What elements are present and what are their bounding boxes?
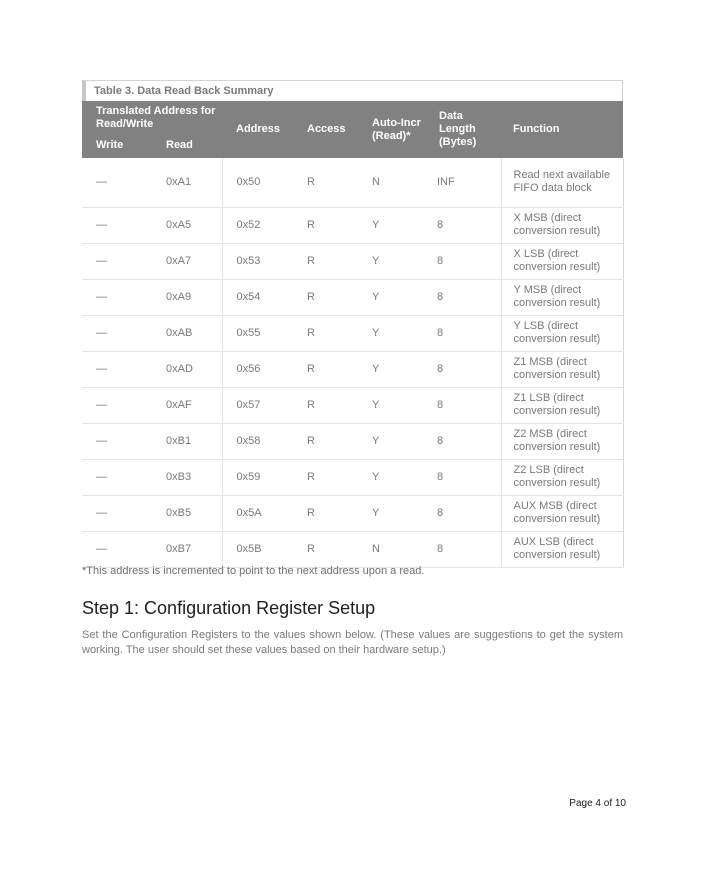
cell-write: — xyxy=(82,351,152,387)
header-translated-address: Translated Address for Read/Write xyxy=(82,101,222,137)
cell-auto-incr: Y xyxy=(358,279,425,315)
section-heading: Step 1: Configuration Register Setup xyxy=(82,598,376,618)
cell-access: R xyxy=(293,387,358,423)
cell-address: 0x55 xyxy=(222,315,293,351)
cell-address: 0x5B xyxy=(222,531,293,567)
table-row xyxy=(82,423,623,459)
cell-address: 0x54 xyxy=(222,279,293,315)
cell-data-length: 8 xyxy=(425,423,501,459)
cell-access: R xyxy=(293,423,358,459)
cell-read: 0xA5 xyxy=(152,207,222,243)
cell-read: 0xA1 xyxy=(152,158,222,207)
cell-data-length: 8 xyxy=(425,315,501,351)
table-caption: Table 3. Data Read Back Summary xyxy=(82,80,623,101)
table-row xyxy=(82,459,623,495)
page-number: Page 4 of 10 xyxy=(569,798,626,809)
cell-address: 0x58 xyxy=(222,423,293,459)
cell-address: 0x59 xyxy=(222,459,293,495)
cell-write: — xyxy=(82,459,152,495)
header-address: Address xyxy=(222,101,293,158)
cell-read: 0xB5 xyxy=(152,495,222,531)
cell-function: Y MSB (direct conversion result) xyxy=(501,279,623,315)
header-function: Function xyxy=(501,101,623,158)
cell-write: — xyxy=(82,315,152,351)
cell-auto-incr: Y xyxy=(358,495,425,531)
cell-data-length: 8 xyxy=(425,279,501,315)
cell-address: 0x50 xyxy=(222,158,293,207)
cell-write: — xyxy=(82,495,152,531)
table-row xyxy=(82,315,623,351)
cell-data-length: 8 xyxy=(425,531,501,567)
cell-write: — xyxy=(82,243,152,279)
cell-data-length: 8 xyxy=(425,207,501,243)
cell-data-length: 8 xyxy=(425,387,501,423)
cell-access: R xyxy=(293,158,358,207)
table-row xyxy=(82,207,623,243)
cell-access: R xyxy=(293,531,358,567)
cell-auto-incr: Y xyxy=(358,315,425,351)
cell-address: 0x5A xyxy=(222,495,293,531)
cell-function: AUX LSB (direct conversion result) xyxy=(501,531,623,567)
cell-auto-incr: Y xyxy=(358,351,425,387)
cell-read: 0xAD xyxy=(152,351,222,387)
cell-function: X LSB (direct conversion result) xyxy=(501,243,623,279)
cell-write: — xyxy=(82,279,152,315)
cell-write: — xyxy=(82,158,152,207)
cell-function: Z2 LSB (direct conversion result) xyxy=(501,459,623,495)
cell-function: Z2 MSB (direct conversion result) xyxy=(501,423,623,459)
cell-data-length: 8 xyxy=(425,243,501,279)
cell-write: — xyxy=(82,207,152,243)
cell-auto-incr: Y xyxy=(358,207,425,243)
cell-access: R xyxy=(293,315,358,351)
table-row xyxy=(82,495,623,531)
data-read-back-table xyxy=(82,80,623,568)
cell-address: 0x57 xyxy=(222,387,293,423)
summary-table xyxy=(82,101,624,568)
cell-function: X MSB (direct conversion result) xyxy=(501,207,623,243)
cell-address: 0x56 xyxy=(222,351,293,387)
cell-write: — xyxy=(82,387,152,423)
cell-read: 0xB7 xyxy=(152,531,222,567)
cell-access: R xyxy=(293,207,358,243)
table-row xyxy=(82,387,623,423)
cell-read: 0xA9 xyxy=(152,279,222,315)
cell-address: 0x52 xyxy=(222,207,293,243)
table-row xyxy=(82,279,623,315)
cell-write: — xyxy=(82,531,152,567)
cell-access: R xyxy=(293,351,358,387)
cell-access: R xyxy=(293,459,358,495)
table-row xyxy=(82,531,623,567)
cell-auto-incr: Y xyxy=(358,459,425,495)
cell-auto-incr: N xyxy=(358,158,425,207)
cell-function: Read next available FIFO data block xyxy=(501,158,623,207)
table-row xyxy=(82,351,623,387)
cell-auto-incr: N xyxy=(358,531,425,567)
cell-function: Z1 MSB (direct conversion result) xyxy=(501,351,623,387)
cell-data-length: 8 xyxy=(425,459,501,495)
table-row xyxy=(82,243,623,279)
cell-data-length: 8 xyxy=(425,351,501,387)
cell-data-length: 8 xyxy=(425,495,501,531)
cell-read: 0xB3 xyxy=(152,459,222,495)
table-body xyxy=(82,158,623,567)
cell-read: 0xB1 xyxy=(152,423,222,459)
cell-read: 0xA7 xyxy=(152,243,222,279)
cell-auto-incr: Y xyxy=(358,423,425,459)
header-write: Write xyxy=(82,137,152,158)
section-paragraph: Set the Configuration Registers to the values shown below. (These values are suggestions to get the system working. The user should set these values based on their hardware setup.) xyxy=(82,629,623,656)
table-footnote: *This address is incremented to point to the next address upon a read. xyxy=(82,565,425,577)
cell-address: 0x53 xyxy=(222,243,293,279)
header-data-length: Data Length (Bytes) xyxy=(425,101,501,158)
table-row xyxy=(82,158,623,207)
cell-function: Z1 LSB (direct conversion result) xyxy=(501,387,623,423)
cell-read: 0xAF xyxy=(152,387,222,423)
cell-auto-incr: Y xyxy=(358,387,425,423)
cell-access: R xyxy=(293,279,358,315)
header-read: Read xyxy=(152,137,222,158)
cell-read: 0xAB xyxy=(152,315,222,351)
header-auto-incr: Auto-Incr (Read)* xyxy=(358,101,425,158)
header-access: Access xyxy=(293,101,358,158)
cell-auto-incr: Y xyxy=(358,243,425,279)
cell-access: R xyxy=(293,495,358,531)
table-header xyxy=(82,101,623,158)
cell-write: — xyxy=(82,423,152,459)
cell-function: Y LSB (direct conversion result) xyxy=(501,315,623,351)
cell-access: R xyxy=(293,243,358,279)
cell-function: AUX MSB (direct conversion result) xyxy=(501,495,623,531)
cell-data-length: INF xyxy=(425,158,501,207)
